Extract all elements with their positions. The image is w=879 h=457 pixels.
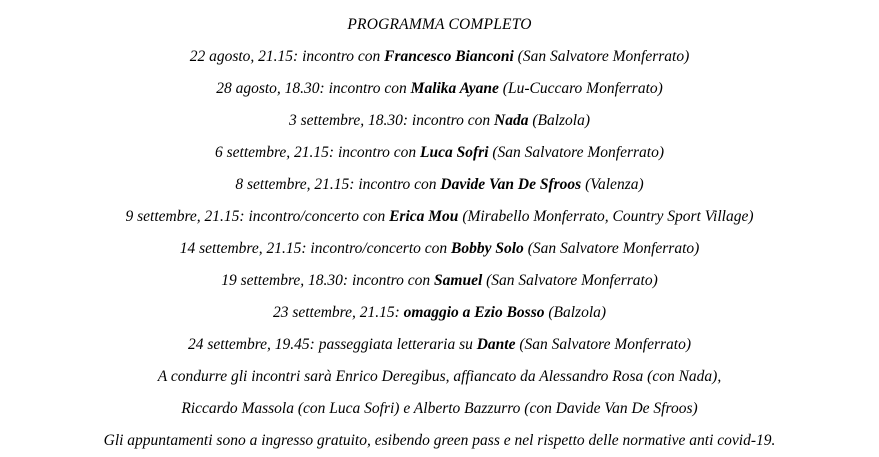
event-line bbox=[0, 137, 879, 169]
event-date-time: 28 agosto, 18.30: incontro con bbox=[216, 80, 411, 97]
event-location: (San Salvatore Monferrato) bbox=[513, 48, 690, 65]
event-location: (San Salvatore Monferrato) bbox=[488, 144, 665, 161]
event-date-time: 22 agosto, 21.15: incontro con bbox=[189, 48, 385, 65]
hosts-note: A condurre gli incontri sarà Enrico Deregibus, affiancato da Alessandro Rosa (con Nada), bbox=[157, 368, 722, 385]
event-program bbox=[0, 9, 879, 457]
event-guest: Dante bbox=[476, 336, 516, 353]
event-location: (San Salvatore Monferrato) bbox=[523, 240, 700, 257]
event-location: (Balzola) bbox=[528, 112, 591, 129]
event-date-time: 23 settembre, 21.15: bbox=[272, 304, 404, 321]
event-guest: Malika Ayane bbox=[410, 80, 499, 97]
event-date-time: 14 settembre, 21.15: incontro/concerto con bbox=[179, 240, 452, 257]
program-heading: PROGRAMMA COMPLETO bbox=[347, 16, 532, 33]
hosts-note-continued: Riccardo Massola (con Luca Sofri) e Alberto Bazzurro (con Davide Van De Sfroos) bbox=[181, 400, 698, 417]
event-line bbox=[0, 169, 879, 201]
cropped-text-fragment bbox=[0, 0, 879, 2]
event-line bbox=[0, 329, 879, 361]
event-date-time: 3 settembre, 18.30: incontro con bbox=[288, 112, 495, 129]
event-guest: Erica Mou bbox=[389, 208, 459, 225]
event-line bbox=[0, 265, 879, 297]
event-location: (San Salvatore Monferrato) bbox=[482, 272, 658, 289]
event-guest: Luca Sofri bbox=[420, 144, 489, 161]
event-location: (Valenza) bbox=[581, 176, 644, 193]
event-location: (San Salvatore Monferrato) bbox=[515, 336, 691, 353]
event-location: (Balzola) bbox=[544, 304, 607, 321]
event-date-time: 6 settembre, 21.15: incontro con bbox=[214, 144, 421, 161]
event-date-time: 9 settembre, 21.15: incontro/concerto con bbox=[125, 208, 390, 225]
event-date-time: 24 settembre, 19.45: passeggiata letteraria su bbox=[188, 336, 477, 353]
event-date-time: 19 settembre, 18.30: incontro con bbox=[221, 272, 435, 289]
event-line bbox=[0, 201, 879, 233]
event-line bbox=[0, 41, 879, 73]
event-location: (Lu-Cuccaro Monferrato) bbox=[498, 80, 663, 97]
event-guest: Davide Van De Sfroos bbox=[440, 176, 582, 193]
event-line bbox=[0, 73, 879, 105]
event-line bbox=[0, 297, 879, 329]
event-date-time: 8 settembre, 21.15: incontro con bbox=[235, 176, 441, 193]
admission-note: Gli appuntamenti sono a ingresso gratuito, esibendo green pass e nel rispetto delle normative anti covid-19. bbox=[103, 432, 776, 449]
event-guest: Nada bbox=[494, 112, 529, 129]
event-guest: Francesco Bianconi bbox=[384, 48, 514, 65]
event-guest: omaggio a Ezio Bosso bbox=[403, 304, 545, 321]
event-line bbox=[0, 105, 879, 137]
event-line bbox=[0, 233, 879, 265]
event-guest: Bobby Solo bbox=[451, 240, 524, 257]
event-location: (Mirabello Monferrato, Country Sport Village) bbox=[458, 208, 754, 225]
event-guest: Samuel bbox=[434, 272, 483, 289]
